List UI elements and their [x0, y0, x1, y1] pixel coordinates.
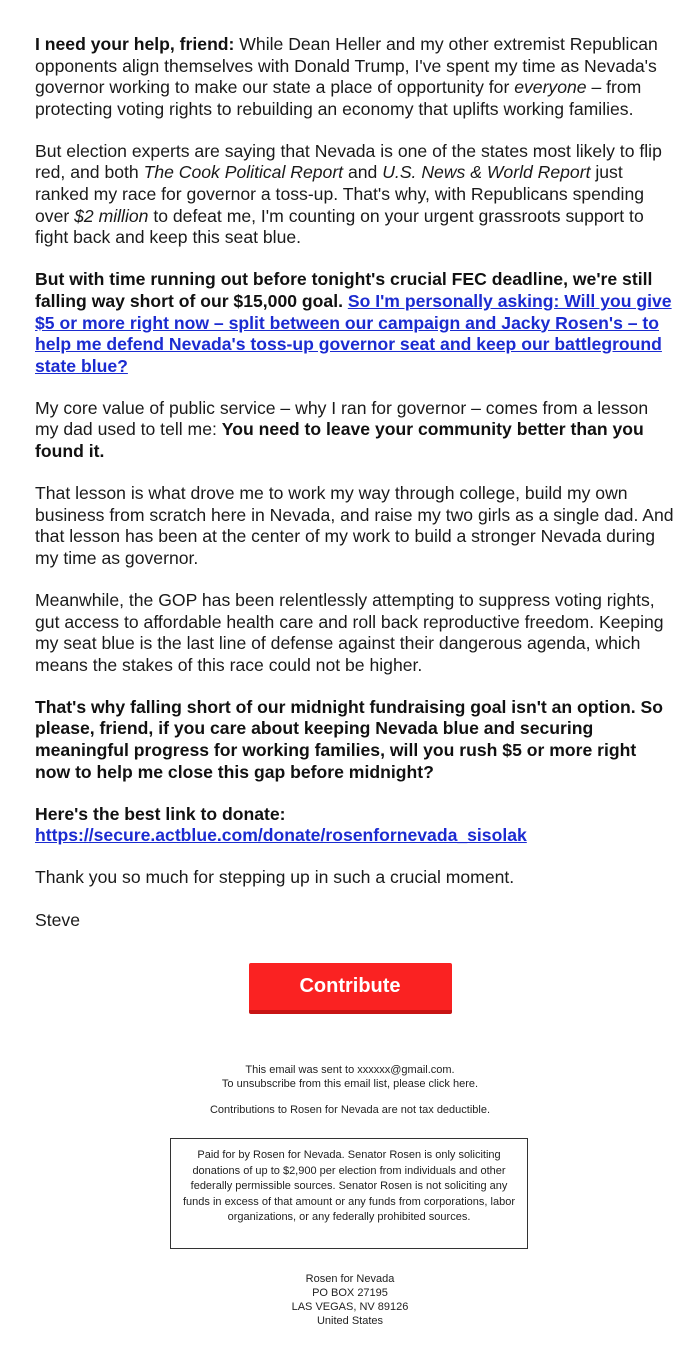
paragraph-3 — [35, 269, 675, 377]
sent-to-text: This email was sent to xxxxxx@gmail.com. — [245, 1064, 455, 1076]
address-line: United States — [316, 1315, 384, 1327]
paragraph-text: to defeat me, I'm counting on your urgent grassroots support to fight back and keep this seat blue. — [35, 205, 644, 248]
bold-text: That's why falling short of our midnight fundraising goal isn't an option. So please, friend, if you care about keeping Nevada blue and securing meaningful progress for working families, will you rush $5 or more right now to help me close this gap before midnight? — [35, 696, 664, 782]
paragraph-4 — [35, 398, 675, 463]
paragraph-text: just ranked my race for governor a toss-up. That's why, with Republicans spending over — [35, 162, 645, 226]
address-line: PO BOX 27195 — [312, 1287, 388, 1299]
greeting-lead: I need your help, friend: — [35, 34, 235, 54]
paragraph-5: That lesson is what drove me to work my way through college, build my own business from scratch here in Nevada, and raise my two girls as a single dad. And that lesson has been at the center of my work to build a stronger Nevada during my time as governor. — [35, 483, 674, 568]
paragraph-9: Thank you so much for stepping up in such a crucial moment. — [35, 867, 515, 888]
donate-link-label: Here's the best link to donate: — [35, 803, 286, 824]
emphasis-text: U.S. News & World Report — [382, 162, 591, 183]
emphasis-text: $2 million — [74, 205, 149, 226]
bold-text: You need to leave your community better than you found it. — [35, 419, 644, 461]
donate-ask-link[interactable]: So I'm personally asking: Will you give $5 or more right now – split between our campaign and Jacky Rosen's – to help me defend Nevada's toss-up governor seat and keep our battleground state blue? — [35, 290, 672, 376]
paid-for-disclaimer: Paid for by Rosen for Nevada. Senator Rosen is only soliciting donations of up to $2,900 per election from individuals and other federally permissible sources. Senator Rosen is not soliciting any funds in excess of that amount or any funds from corporations, labor organizations, or any federally prohibited sources. — [170, 1138, 528, 1249]
cta-wrapper — [0, 963, 700, 1014]
paragraph-7 — [35, 697, 675, 783]
mailing-address — [0, 1272, 700, 1328]
paragraph-8 — [35, 804, 675, 847]
bold-text: But with time running out before tonight's crucial FEC deadline, we're still falling way short of our $15,000 goal. — [35, 269, 653, 311]
emphasis-text: The Cook Political Report — [143, 162, 344, 183]
address-line: Rosen for Nevada — [305, 1273, 395, 1285]
paragraph-6: Meanwhile, the GOP has been relentlessly attempting to suppress voting rights, gut access to affordable health care and roll back reproductive freedom. Keeping my seat blue is the last line of defense against their dangerous agenda, which means the stakes of this race could not be higher. — [35, 589, 664, 675]
signature: Steve — [35, 909, 80, 930]
unsubscribe-link[interactable]: To unsubscribe from this email list, please click here. — [221, 1078, 479, 1090]
address-line: LAS VEGAS, NV 89126 — [291, 1301, 409, 1313]
donate-url-link[interactable]: https://secure.actblue.com/donate/rosenfornevada_sisolak — [35, 825, 527, 846]
paragraph-text: and — [343, 162, 383, 183]
tax-notice: Contributions to Rosen for Nevada are not tax deductible. — [209, 1104, 491, 1116]
email-body — [35, 34, 675, 952]
paragraph-text: – from protecting voting rights to rebuilding an economy that uplifts working families. — [35, 77, 642, 119]
contribute-button[interactable]: Contribute — [249, 963, 452, 1014]
paragraph-text: My core value of public service – why I ran for governor – comes from a lesson my dad used to tell me: — [35, 397, 649, 440]
emphasis-text: everyone — [514, 77, 587, 98]
paragraph-2 — [35, 141, 675, 249]
paragraph-text: While Dean Heller and my other extremist Republican opponents align themselves with Donald Trump, I've spent my time as Nevada's governor working to make our state a place of opportunity for — [35, 34, 658, 98]
paragraph-1 — [35, 34, 675, 120]
paragraph-text: But election experts are saying that Nevada is one of the states most likely to flip red, and both — [35, 140, 662, 183]
footer-sent-info — [0, 1063, 700, 1091]
